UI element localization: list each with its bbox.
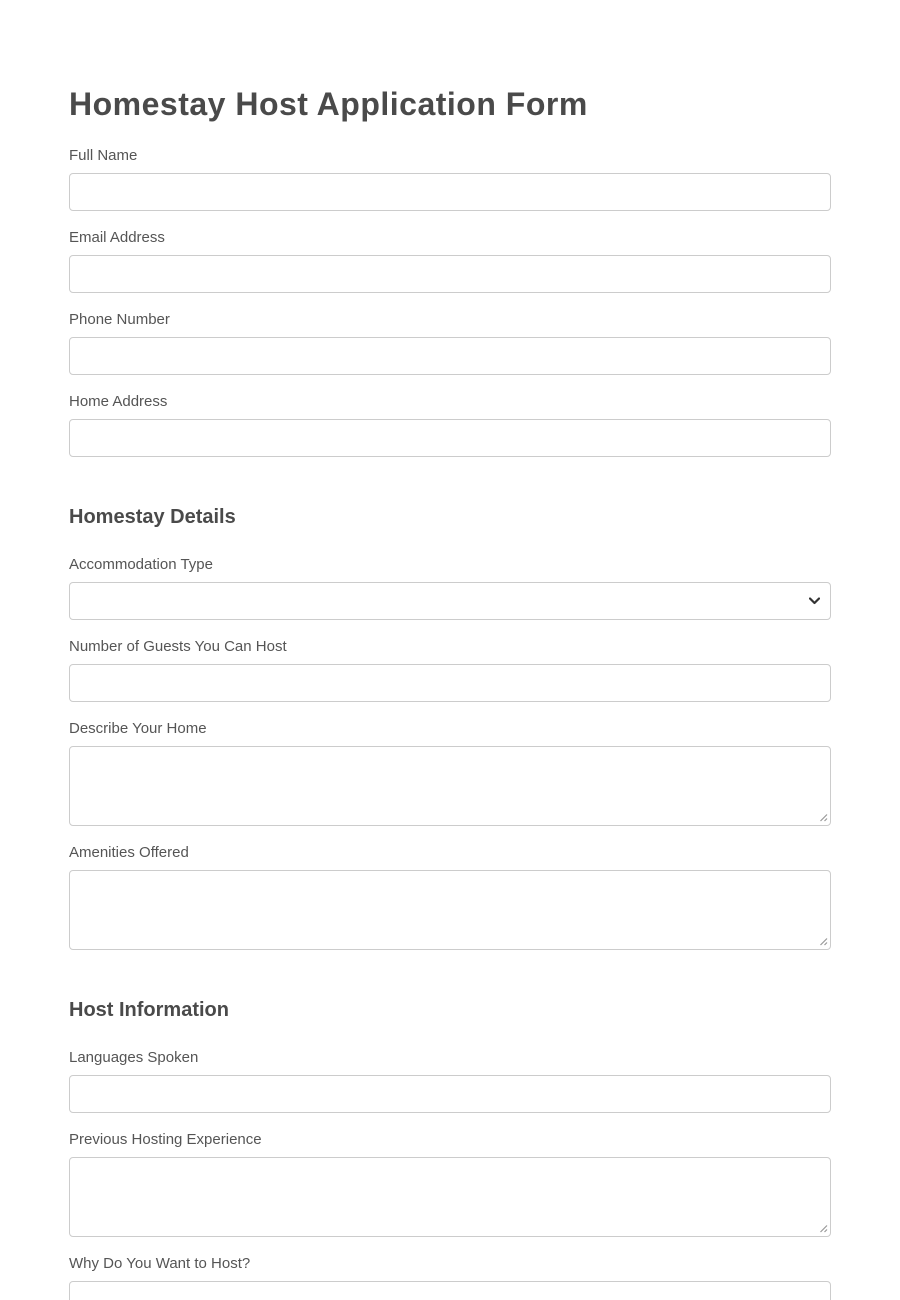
- field-group-describe-home: [69, 720, 831, 826]
- why-host-textarea[interactable]: [69, 1281, 831, 1300]
- field-group-phone: [69, 311, 831, 375]
- phone-label: Phone Number: [69, 311, 170, 328]
- field-group-guest-count: [69, 638, 831, 702]
- languages-input[interactable]: [69, 1075, 831, 1113]
- resize-handle-icon[interactable]: [818, 1223, 828, 1233]
- guest-count-label: Number of Guests You Can Host: [69, 638, 287, 655]
- field-group-experience: [69, 1131, 831, 1237]
- section-heading-host-information: Host Information: [69, 999, 229, 1021]
- guest-count-input[interactable]: [69, 664, 831, 702]
- resize-handle-icon[interactable]: [818, 812, 828, 822]
- home-address-input[interactable]: [69, 419, 831, 457]
- homestay-application-form: [69, 0, 831, 1300]
- section-heading-homestay-details: Homestay Details: [69, 506, 236, 528]
- field-group-why-host: [69, 1255, 831, 1300]
- languages-label: Languages Spoken: [69, 1049, 199, 1066]
- field-group-email: [69, 229, 831, 293]
- field-group-home-address: [69, 393, 831, 457]
- accommodation-type-select[interactable]: [69, 582, 831, 620]
- field-group-languages: [69, 1049, 831, 1113]
- field-group-accommodation-type: [69, 556, 831, 620]
- describe-home-textarea[interactable]: [69, 746, 831, 826]
- full-name-label: Full Name: [69, 147, 138, 164]
- experience-textarea[interactable]: [69, 1157, 831, 1237]
- field-group-full-name: [69, 147, 831, 211]
- home-address-label: Home Address: [69, 393, 168, 410]
- accommodation-type-label: Accommodation Type: [69, 556, 213, 573]
- accommodation-type-select-wrap: [69, 582, 831, 620]
- email-field[interactable]: [69, 255, 831, 293]
- email-label: Email Address: [69, 229, 165, 246]
- full-name-input[interactable]: [69, 173, 831, 211]
- experience-label: Previous Hosting Experience: [69, 1131, 262, 1148]
- page-title: Homestay Host Application Form: [69, 86, 588, 122]
- field-group-amenities: [69, 844, 831, 950]
- amenities-textarea[interactable]: [69, 870, 831, 950]
- describe-home-label: Describe Your Home: [69, 720, 207, 737]
- resize-handle-icon[interactable]: [818, 936, 828, 946]
- why-host-label: Why Do You Want to Host?: [69, 1255, 251, 1272]
- phone-input[interactable]: [69, 337, 831, 375]
- amenities-label: Amenities Offered: [69, 844, 189, 861]
